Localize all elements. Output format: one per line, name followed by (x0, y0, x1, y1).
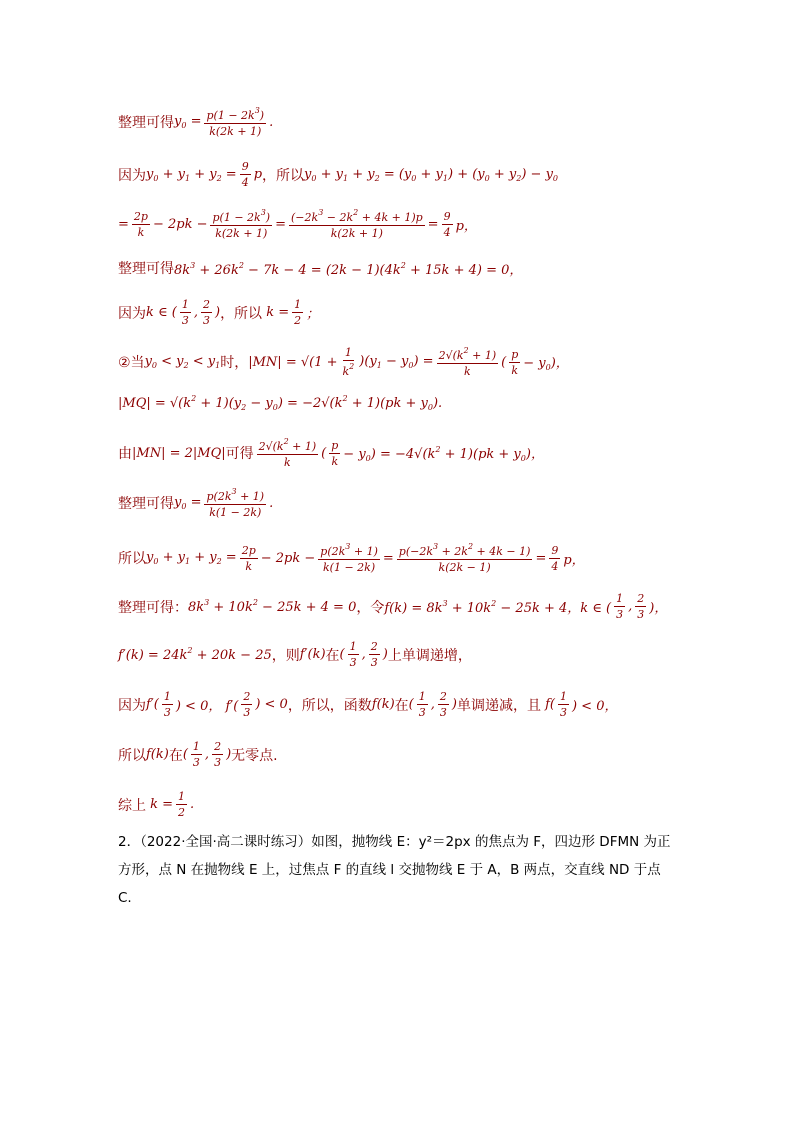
connector-text: 在 (168, 747, 183, 764)
line-label: 因为 (118, 697, 146, 714)
line-label: 整理可得 (118, 261, 174, 277)
math-expression-2: $\frac{2√(k^2 + 1)}{k}$ ( $\frac{p}{k}$ − $y_0) = -4√(k^2 + 1)(pk + y_0)$， (258, 437, 544, 469)
solution-line-11 (118, 592, 667, 621)
line-label: 所以 (118, 551, 146, 567)
connector-text: 可得 (225, 446, 254, 462)
solution-line-13 (118, 690, 617, 719)
line-label: 由 (118, 446, 132, 462)
math-expression: $y_0 < y_2 < y_1$ (144, 354, 221, 370)
question-source: （2022·全国·高二课时练习） (140, 834, 312, 850)
line-label: ②当 (118, 355, 145, 371)
math-expression: = $\frac{2p}{k}$ − 2pk − $\frac{p(1 - 2k^3)}{k(2k + 1)}$ = $\frac{(-2k^3 - 2k^2 + 4k + 1)p}{k(2k + 1)}$ = $\frac{9}{4}$ p， (118, 208, 477, 240)
solution-line-15 (118, 790, 194, 819)
math-expression-2: |MN| = √(1 + $\frac{1}{k^2}$ )$(y_1 - y_0)$ = $\frac{2√(k^2 + 1)}{k}$ ( $\frac{p}{k}$ − $y_0$)， (248, 346, 569, 378)
question-text: 如图，抛物线 E：y²＝2px 的焦点为 F，四边形 DFMN 为正方形，点 N 在抛物线 E 上，过焦点 F 的直线 l 交抛物线 E 于 A，B 两点，交直线 ND 于点 C. (118, 834, 671, 906)
math-expression: |MN| = 2|MQ| (132, 445, 226, 461)
line-label: 因为 (118, 305, 146, 322)
line-label: 整理可得 (118, 115, 174, 131)
solution-line-8 (118, 437, 544, 469)
solution-line-4 (118, 258, 522, 278)
math-expression: $f'(k) = 24k^2 + 20k - 25$ (118, 646, 272, 663)
question-number: 2． (118, 834, 141, 850)
connector-text: ，所以 (262, 167, 305, 184)
connector-text: 时， (220, 355, 249, 371)
tail-text: 无零点. (231, 747, 278, 764)
line-label: 因为 (118, 167, 146, 184)
math-expression: f(k) (146, 747, 169, 762)
math-expression: k ∈ ( $\frac{1}{3}$ , $\frac{2}{3}$ ) (146, 298, 221, 327)
math-expression-2: f′(k) 在 ( $\frac{1}{3}$ , $\frac{2}{3}$ ) 上单调递增， (299, 640, 472, 669)
math-expression-2: f(k) 在 ( $\frac{1}{3}$ , $\frac{2}{3}$ ) 单调递减，且 f( $\frac{1}{3}$ ) < 0， (371, 690, 618, 719)
question-2 (118, 828, 674, 912)
math-expression: $y_0$ = $\frac{p(1 - 2k^3)}{k(2k + 1)}$ . (174, 106, 274, 138)
math-expression-2: $y_0 + y_1 + y_2 = (y_0 + y_1) + (y_0 + y_2) - y_0$ (304, 166, 559, 183)
line-label: 所以 (118, 747, 146, 764)
connector-text: ，令 (356, 599, 385, 616)
solution-line-3 (118, 208, 477, 240)
math-expression-2: k = $\frac{1}{2}$ ； (262, 298, 320, 327)
solution-line-1 (118, 106, 273, 138)
math-expression: $8k^3 + 26k^2 - 7k - 4 = (2k - 1)(4k^2 + 15k + 4) = 0$， (174, 260, 523, 278)
math-expression: $y_0 + y_1 + y_2$ = $\frac{2p}{k}$ − 2pk − $\frac{p(2k^3 + 1)}{k(1 - 2k)}$ = $\frac{p(-2k^3 + 2k^2 + 4k - 1)}{k(2k - 1)}$ = $\frac{9}{4}$ p， (146, 542, 585, 574)
connector-text: ，则 (271, 647, 300, 664)
math-expression: $|MQ| = √(k^2 + 1)(y_2 - y_0) = -2√(k^2 + 1)(pk + y_0)$. (118, 394, 443, 412)
solution-line-6 (118, 346, 569, 378)
math-expression: $y_0 + y_1 + y_2$ = $\frac{9}{4}$ p (146, 160, 263, 189)
solution-line-14 (118, 740, 278, 769)
solution-line-9 (118, 487, 273, 519)
math-expression-2: $f(k) = 8k^3 + 10k^2 - 25k + 4$，k ∈ ( $\frac{1}{3}$ , $\frac{2}{3}$ )， (384, 592, 668, 621)
solution-line-12 (118, 640, 472, 669)
line-label: 综上 (118, 797, 146, 814)
connector-text: ，所以 (220, 305, 263, 322)
line-label: 整理可得： (118, 599, 188, 616)
solution-line-5 (118, 298, 319, 327)
math-expression: k = $\frac{1}{2}$ . (146, 790, 195, 819)
connector-text: ，所以，函数 (287, 697, 372, 714)
solution-line-7 (118, 394, 442, 412)
solution-line-2 (118, 160, 558, 189)
line-label: 整理可得 (118, 496, 174, 512)
math-expression: $y_0$ = $\frac{p(2k^3 + 1)}{k(1 - 2k)}$ . (174, 487, 274, 519)
math-expression-2: ( $\frac{1}{3}$ , $\frac{2}{3}$ ) (182, 740, 232, 769)
math-expression: f′( $\frac{1}{3}$ ) < 0， f′( $\frac{2}{3}$ ) < 0 (146, 690, 288, 719)
math-expression: $8k^3 + 10k^2 - 25k + 4 = 0$ (188, 598, 357, 615)
solution-line-10 (118, 542, 585, 574)
